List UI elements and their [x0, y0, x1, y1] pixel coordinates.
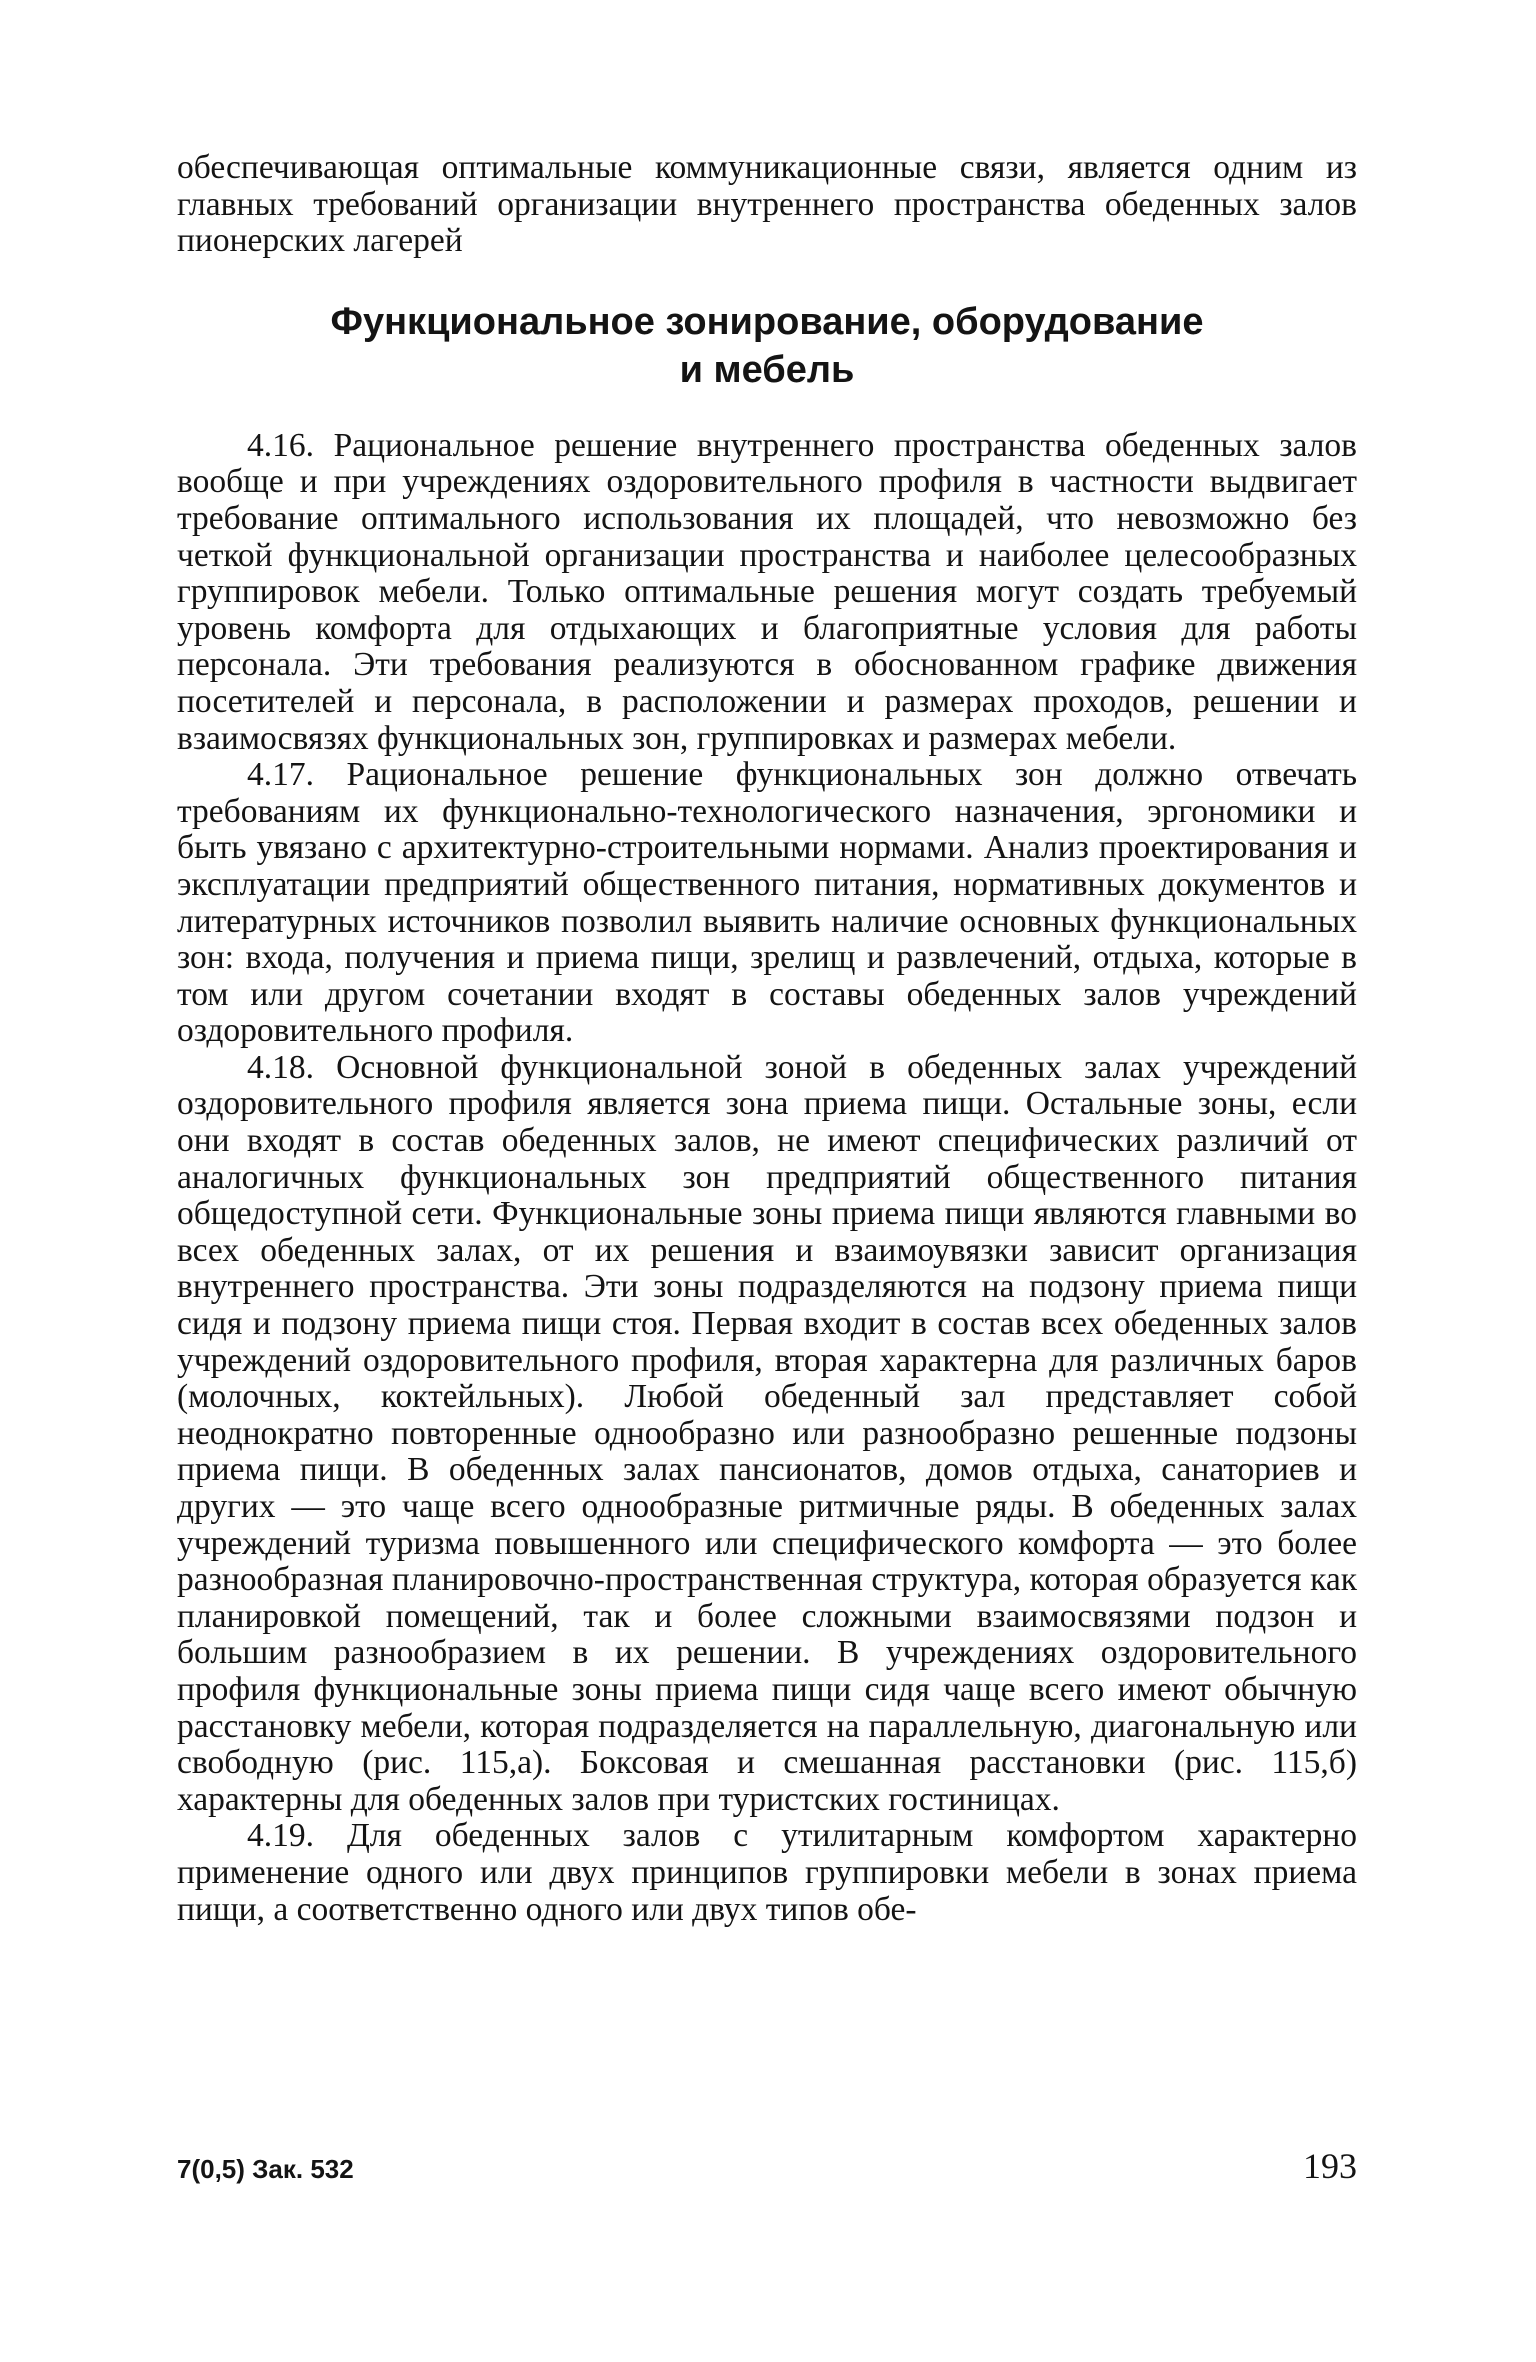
paragraph-text: Рациональное решение функциональных зон должно отвечать требованиям их функционально-технологического назначения, эргономики и быть увязано с архитектурно-строительными нормами. Анализ проектирования и эксплуатации предприятий общественного питания, нормативных документов и литературных источников позволил выявить наличие основных функциональных зон: входа, получения и приема пищи, зрелищ и развлечений, отдыха, которые в том или другом сочетании входят в составы обеденных залов учреждений оздоровительного профиля. — [177, 756, 1357, 1050]
paragraph-4-18 — [177, 1050, 1357, 1818]
paragraph-4-17 — [177, 757, 1357, 1050]
page-number: 193 — [1303, 2146, 1357, 2186]
intro-paragraph: обеспечивающая оптимальные коммуникационные связи, является одним из главных требований организации внутреннего пространства обеденных залов пионерских лагерей — [177, 149, 1357, 260]
paragraph-number: 4.19. — [247, 1817, 314, 1855]
section-heading-line-1: Функциональное зонирование, оборудование — [330, 300, 1204, 343]
paragraph-number: 4.18. — [247, 1048, 314, 1086]
section-heading — [177, 298, 1357, 394]
paragraph-4-19 — [177, 1818, 1357, 1928]
section-heading-line-2: и мебель — [679, 348, 855, 391]
print-order-code: 7(0,5) Зак. 532 — [177, 2154, 354, 2184]
paragraph-text: Рациональное решение внутреннего пространства обеденных залов вообще и при учреждениях оздоровительного профиля в частности выдвигает требование оптимального использования их площадей, что невозможно без четкой функциональной организации пространства и наиболее целесообразных группировок мебели. Только оптимальные решения могут создать требуемый уровень комфорта для отдыхающих и благоприятные условия для работы персонала. Эти требования реализуются в обоснованном графике движения посетителей и персонала, в расположении и размерах проходов, решении и взаимосвязях функциональных зон, группировках и размерах мебели. — [177, 426, 1358, 757]
paragraph-number: 4.17. — [247, 756, 314, 794]
paragraph-number: 4.16. — [247, 426, 314, 464]
paragraph-text: Для обеденных залов с утилитарным комфортом характерно применение одного или двух принципов группировки мебели в зонах приема пищи, а соответственно одного или двух типов обе- — [177, 1817, 1357, 1928]
page-body — [177, 150, 1357, 1928]
paragraph-text: Основной функциональной зоной в обеденных залах учреждений оздоровительного профиля является зона приема пищи. Остальные зоны, если они входят в состав обеденных залов, не имеют специфических различий от аналогичных функциональных зон предприятий общественного питания общедоступной сети. Функциональные зоны приема пищи являются главными во всех обеденных залах, от их решения и взаимоувязки зависит организация внутреннего пространства. Эти зоны подразделяются на подзону приема пищи сидя и подзону приема пищи стоя. Первая входит в состав всех обеденных залов учреждений оздоровительного профиля, вторая характерна для различных баров (молочных, коктейльных). Любой обеденный зал представляет собой неоднократно повторенные однообразно или разнообразно решенные подзоны приема пищи. В обеденных залах пансионатов, домов отдыха, санаториев и других — это чаще всего однообразные ритмичные ряды. В обеденных залах учреждений туризма повышенного или специфического комфорта — это более разнообразная планировочно-пространственная структура, которая образуется как планировкой помещений, так и более сложными взаимосвязями подзон и большим разнообразием в их решении. В учреждениях оздоровительного профиля функциональные зоны приема пищи сидя чаще всего имеют обычную расстановку мебели, которая подразделяется на параллельную, диагональную или свободную (рис. 115,а). Боксовая и смешанная расстановки (рис. 115,б) характерны для обеденных залов при туристских гостиницах. — [177, 1048, 1358, 1818]
paragraph-4-16 — [177, 428, 1357, 757]
page-footer — [177, 2145, 1357, 2187]
